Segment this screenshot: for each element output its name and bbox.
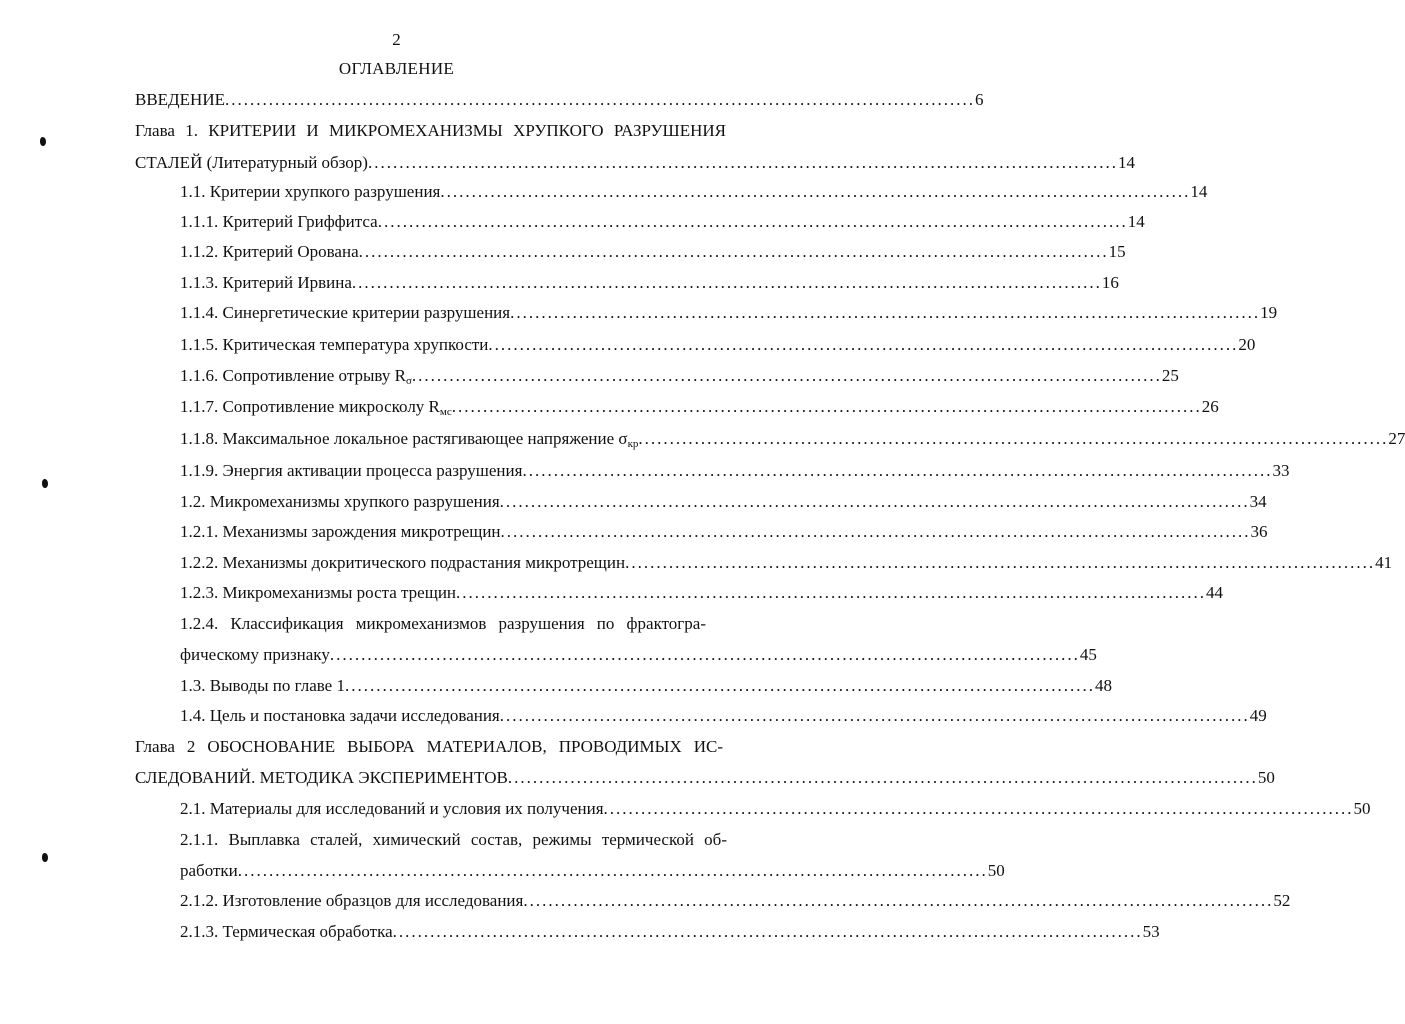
toc-entry-text: 1.1.5. Критическая температура хрупкости — [180, 335, 489, 354]
toc-page-number: 14 — [1127, 212, 1145, 231]
toc-entry-text: 1.1.4. Синергетические критерии разрушения — [180, 303, 511, 322]
toc-page-number: 16 — [1101, 273, 1119, 292]
toc-entry[interactable] — [180, 581, 1224, 605]
toc-page-number: 19 — [1260, 303, 1278, 322]
toc-entry-text: фическому признаку — [180, 645, 330, 664]
toc-entry-text: 1.2. Микромеханизмы хрупкого разрушения — [180, 492, 500, 511]
scan-mark — [42, 479, 48, 488]
toc-entry[interactable] — [180, 301, 1278, 325]
leader-dots: ........................................................................................................................ — [367, 153, 1118, 172]
toc-entry-text: работки — [180, 861, 238, 880]
toc-entry-text: 2.1. Материалы для исследований и условия их получения — [180, 799, 604, 818]
toc-page-number: 26 — [1201, 397, 1219, 416]
toc-entry-text: 2.1.3. Термическая обработка — [180, 922, 393, 941]
leader-dots: ........................................................................................................................ — [499, 706, 1250, 725]
leader-dots: ........................................................................................................................ — [237, 861, 988, 880]
toc-entry[interactable] — [180, 490, 1267, 514]
toc-page-number: 44 — [1206, 583, 1224, 602]
toc-entry-text — [180, 395, 452, 424]
scan-mark — [40, 137, 46, 146]
toc-entry-text: 1.3. Выводы по главе 1 — [180, 676, 345, 695]
leader-dots: ........................................................................................................................ — [500, 522, 1251, 541]
toc-entry[interactable] — [180, 551, 1393, 575]
toc-entry[interactable] — [180, 520, 1268, 544]
toc-page-number: 6 — [974, 90, 984, 109]
toc-page-number: 14 — [1190, 182, 1208, 201]
toc-chapter-1-line-1[interactable]: Глава 1. КРИТЕРИИ И МИКРОМЕХАНИЗМЫ ХРУПКОГО РАЗРУШЕНИЯ — [135, 121, 726, 140]
toc-chapter-2-line-2[interactable] — [135, 766, 1275, 790]
toc-entry-label: 1.1.8. Максимальное локальное растягивающее напряжение σ — [180, 429, 628, 448]
toc-entry[interactable] — [180, 364, 1179, 388]
subscript: мс — [439, 406, 452, 418]
toc-entry-text: 1.1.3. Критерий Ирвина — [180, 273, 352, 292]
toc-entry[interactable] — [180, 889, 1291, 913]
leader-dots: ........................................................................................................................ — [488, 335, 1239, 354]
leader-dots: ........................................................................................................................ — [377, 212, 1128, 231]
toc-page-number: 50 — [1353, 799, 1371, 818]
toc-entry-intro[interactable] — [135, 88, 984, 112]
toc-entry[interactable] — [180, 271, 1119, 295]
toc-page-number: 25 — [1161, 366, 1179, 385]
toc-chapter-2-line-1[interactable]: Глава 2 ОБОСНОВАНИЕ ВЫБОРА МАТЕРИАЛОВ, ПРОВОДИМЫХ ИС- — [135, 737, 723, 756]
leader-dots: ........................................................................................................................ — [329, 645, 1080, 664]
toc-page-number: 41 — [1375, 553, 1393, 572]
toc-entry-line-1[interactable]: 2.1.1. Выплавка сталей, химический состав, режимы термической об- — [180, 830, 727, 849]
toc-entry-line-2[interactable] — [180, 643, 1097, 667]
toc-entry-text: 1.1.9. Энергия активации процесса разрушения — [180, 461, 523, 480]
leader-dots: ........................................................................................................................ — [224, 90, 975, 109]
subscript: σ — [405, 375, 412, 387]
toc-page-number: 52 — [1273, 891, 1291, 910]
toc-entry-text: 1.1.2. Критерий Орована — [180, 242, 359, 261]
toc-page-number: 27 — [1388, 429, 1405, 448]
toc-page-number: 53 — [1142, 922, 1160, 941]
toc-page-number: 20 — [1238, 335, 1256, 354]
toc-entry-line-2[interactable] — [180, 859, 1005, 883]
toc-entry-text: 1.2.3. Микромеханизмы роста трещин — [180, 583, 457, 602]
toc-entry-label: 1.1.6. Сопротивление отрыву R — [180, 366, 406, 385]
toc-entry-text: СЛЕДОВАНИЙ. МЕТОДИКА ЭКСПЕРИМЕНТОВ — [135, 768, 508, 787]
leader-dots: ........................................................................................................................ — [351, 273, 1102, 292]
scan-mark — [42, 853, 48, 862]
subscript: кр — [627, 438, 639, 450]
toc-entry[interactable] — [180, 797, 1371, 821]
leader-dots: ........................................................................................................................ — [625, 553, 1376, 572]
toc-entry-text: 1.2.2. Механизмы докритического подрастания микротрещин — [180, 553, 626, 572]
leader-dots: ........................................................................................................................ — [507, 768, 1258, 787]
toc-entry-text — [180, 364, 412, 393]
toc-page-number: 14 — [1117, 153, 1135, 172]
toc-title: ОГЛАВЛЕНИЕ — [338, 59, 455, 78]
toc-page-number: 48 — [1094, 676, 1112, 695]
leader-dots: ........................................................................................................................ — [440, 182, 1191, 201]
toc-entry-text: 1.1. Критерии хрупкого разрушения — [180, 182, 441, 201]
leader-dots: ........................................................................................................................ — [499, 492, 1250, 511]
toc-entry[interactable] — [180, 240, 1126, 264]
leader-dots: ........................................................................................................................ — [392, 922, 1143, 941]
leader-dots: ........................................................................................................................ — [456, 583, 1207, 602]
toc-entry-text: 2.1.2. Изготовление образцов для исследования — [180, 891, 524, 910]
toc-entry[interactable] — [180, 674, 1112, 698]
toc-page-number: 45 — [1079, 645, 1097, 664]
toc-entry[interactable] — [180, 459, 1290, 483]
toc-entry-text — [180, 427, 638, 456]
leader-dots: ........................................................................................................................ — [411, 366, 1162, 385]
page-number: 2 — [392, 30, 401, 49]
toc-entry-label: 1.1.7. Сопротивление микросколу R — [180, 397, 440, 416]
toc-entry[interactable] — [180, 704, 1267, 728]
leader-dots: ........................................................................................................................ — [510, 303, 1261, 322]
toc-entry[interactable] — [180, 333, 1256, 357]
leader-dots: ........................................................................................................................ — [344, 676, 1095, 695]
toc-entry[interactable] — [180, 427, 1405, 451]
toc-entry[interactable] — [180, 180, 1208, 204]
toc-entry-text: 1.4. Цель и постановка задачи исследования — [180, 706, 500, 725]
leader-dots: ........................................................................................................................ — [523, 891, 1274, 910]
toc-entry-text: СТАЛЕЙ (Литературный обзор) — [135, 153, 368, 172]
toc-page-number: 49 — [1249, 706, 1267, 725]
toc-entry-text: ВВЕДЕНИЕ — [135, 90, 225, 109]
toc-entry[interactable] — [180, 210, 1145, 234]
toc-page-number: 34 — [1249, 492, 1267, 511]
toc-entry-text: 1.2.1. Механизмы зарождения микротрещин — [180, 522, 501, 541]
toc-chapter-1-line-2[interactable] — [135, 151, 1135, 175]
toc-entry[interactable] — [180, 920, 1160, 944]
leader-dots: ........................................................................................................................ — [603, 799, 1354, 818]
toc-page-number: 33 — [1272, 461, 1290, 480]
toc-page-number: 36 — [1250, 522, 1268, 541]
toc-page-number: 50 — [987, 861, 1005, 880]
toc-entry-text: 1.1.1. Критерий Гриффитса — [180, 212, 378, 231]
leader-dots: ........................................................................................................................ — [451, 397, 1202, 416]
toc-entry[interactable] — [180, 395, 1219, 419]
toc-entry-line-1[interactable]: 1.2.4. Классификация микромеханизмов разрушения по фрактогра- — [180, 614, 706, 633]
toc-page-number: 15 — [1108, 242, 1126, 261]
leader-dots: ........................................................................................................................ — [358, 242, 1109, 261]
leader-dots: ........................................................................................................................ — [522, 461, 1273, 480]
leader-dots: ........................................................................................................................ — [638, 429, 1389, 448]
toc-page-number: 50 — [1257, 768, 1275, 787]
